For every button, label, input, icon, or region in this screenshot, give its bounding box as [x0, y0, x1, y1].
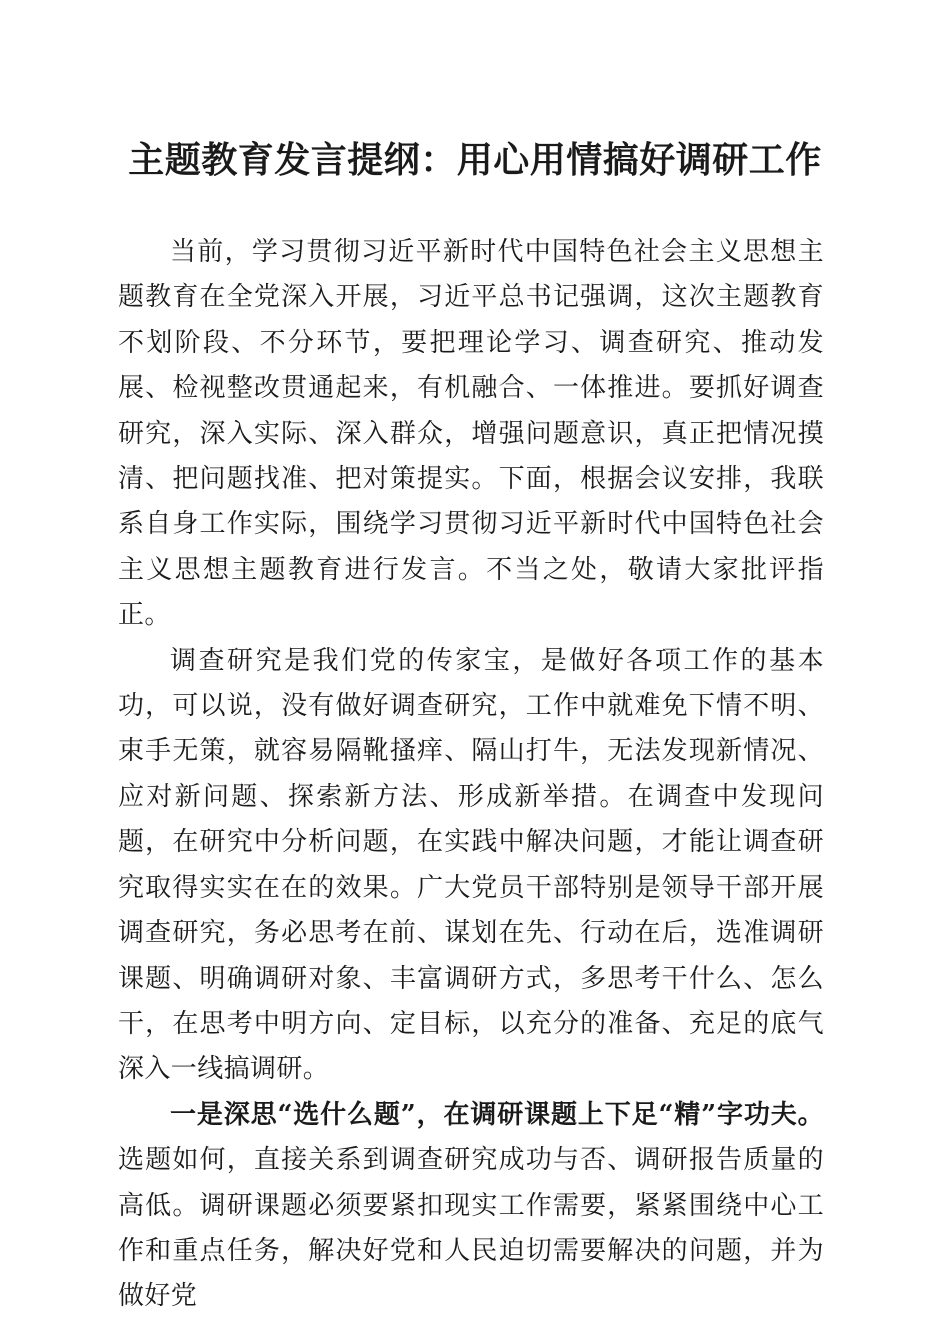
- paragraph-point-one: [118, 1093, 824, 1320]
- document-title: 主题教育发言提纲：用心用情搞好调研工作: [128, 139, 822, 181]
- paragraph-point-one-heading: 一是深思“选什么题”，在调研课题上下足“精”字功夫。: [170, 1099, 824, 1130]
- paragraph-research-importance-text: 调查研究是我们党的传家宝，是做好各项工作的基本功，可以说，没有做好调查研究，工作中就难免下情不明、束手无策，就容易隔靴搔痒、隔山打牛，无法发现新情况、应对新问题、探索新方法、形成新举措。在调查中发现问题，在研究中分析问题，在实践中解决问题，才能让调查研究取得实实在在的效果。广大党员干部特别是领导干部开展调查研究，务必思考在前、谋划在先、行动在后，选准调研课题、明确调研对象、丰富调研方式，多思考干什么、怎么干，在思考中明方向、定目标，以充分的准备、充足的底气深入一线搞调研。: [118, 645, 824, 1085]
- paragraph-point-one-text: 选题如何，直接关系到调查研究成功与否、调研报告质量的高低。调研课题必须要紧扣现实工作需要，紧紧围绕中心工作和重点任务，解决好党和人民迫切需要解决的问题，并为做好党: [118, 1145, 824, 1312]
- document-body: [118, 230, 824, 1320]
- paragraph-research-importance: [118, 639, 824, 1093]
- paragraph-intro: [118, 230, 824, 639]
- paragraph-intro-text: 当前，学习贯彻习近平新时代中国特色社会主义思想主题教育在全党深入开展，习近平总书记强调，这次主题教育不划阶段、不分环节，要把理论学习、调查研究、推动发展、检视整改贯通起来，有机融合、一体推进。要抓好调查研究，深入实际、深入群众，增强问题意识，真正把情况摸清、把问题找准、把对策提实。下面，根据会议安排，我联系自身工作实际，围绕学习贯彻习近平新时代中国特色社会主义思想主题教育进行发言。不当之处，敬请大家批评指正。: [118, 237, 824, 631]
